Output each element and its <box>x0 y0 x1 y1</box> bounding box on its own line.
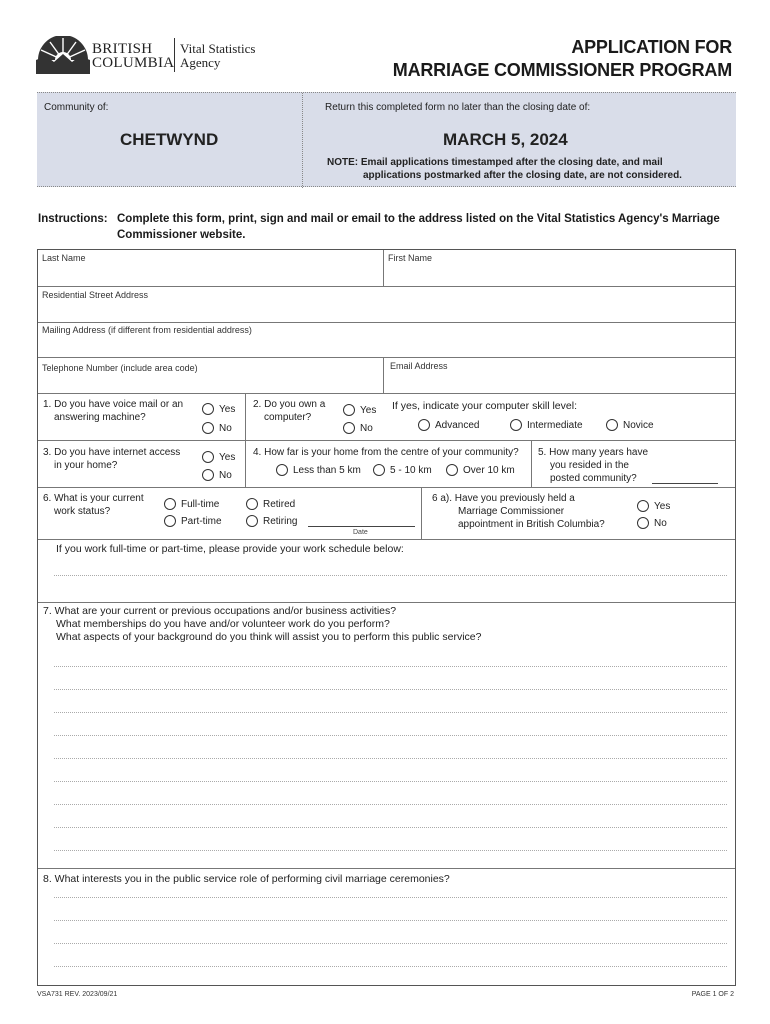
q1-no-option[interactable]: No <box>202 422 232 434</box>
closing-label: Return this completed form no later than the closing date of: <box>325 102 591 113</box>
work-schedule-label: If you work full-time or part-time, please provide your work schedule below: <box>56 543 404 555</box>
work-retired-option[interactable]: Retired <box>246 498 295 510</box>
q7-question: 7. What are your current or previous occupations and/or business activities? What memberships do you have and/or volunteer work do you perform? What aspects of your background do you think will assist you to perform this public service? <box>43 605 482 643</box>
q2-skill-label: If yes, indicate your computer skill level: <box>392 400 577 412</box>
work-schedule-line[interactable] <box>54 575 727 576</box>
radio-icon[interactable] <box>202 451 214 463</box>
title-line2: MARRIAGE COMMISSIONER PROGRAM <box>392 60 732 80</box>
retiring-date-label: Date <box>353 529 368 536</box>
q7-answer-line[interactable] <box>54 827 727 828</box>
q2-question: 2. Do you own a computer? <box>253 399 326 423</box>
radio-icon[interactable] <box>510 419 522 431</box>
instructions-key: Instructions: <box>38 213 108 225</box>
last-name-label: Last Name <box>42 253 86 263</box>
q1-yes-option[interactable]: Yes <box>202 403 235 415</box>
q4-question: 4. How far is your home from the centre of your community? <box>253 447 519 458</box>
distance-over-10km-option[interactable]: Over 10 km <box>446 464 515 476</box>
bc-logo <box>36 36 256 80</box>
agency-name-line2: Agency <box>180 55 221 70</box>
application-form <box>37 249 736 986</box>
q7-answer-line[interactable] <box>54 804 727 805</box>
residential-address-label: Residential Street Address <box>42 290 149 300</box>
radio-icon[interactable] <box>202 422 214 434</box>
telephone-label: Telephone Number (include area code) <box>42 363 198 373</box>
q5-question: 5. How many years have you resided in the posted community? <box>538 447 649 484</box>
retiring-date-field[interactable] <box>308 526 415 527</box>
q6a-no-option[interactable]: No <box>637 517 667 529</box>
email-label: Email Address <box>390 361 448 371</box>
q8-answer-line[interactable] <box>54 943 727 944</box>
mailing-address-label: Mailing Address (if different from residential address) <box>42 325 252 335</box>
q7-answer-line[interactable] <box>54 781 727 782</box>
first-name-label: First Name <box>388 253 433 263</box>
q1-question: 1. Do you have voice mail or an answering machine? <box>43 399 184 423</box>
q8-question: 8. What interests you in the public service role of performing civil marriage ceremonies? <box>43 873 450 885</box>
radio-icon[interactable] <box>606 419 618 431</box>
radio-icon[interactable] <box>343 404 355 416</box>
radio-icon[interactable] <box>446 464 458 476</box>
work-fulltime-option[interactable]: Full-time <box>164 498 219 510</box>
community-label: Community of: <box>44 102 109 113</box>
work-parttime-option[interactable]: Part-time <box>164 515 222 527</box>
header-box <box>37 92 736 187</box>
q8-answer-line[interactable] <box>54 920 727 921</box>
radio-icon[interactable] <box>343 422 355 434</box>
radio-icon[interactable] <box>246 515 258 527</box>
agency-name-line1: Vital Statistics <box>180 41 256 56</box>
bc-line1: BRITISH <box>92 41 153 57</box>
skill-advanced-option[interactable]: Advanced <box>418 419 479 431</box>
distance-less-5km-option[interactable]: Less than 5 km <box>276 464 361 476</box>
q7-answer-line[interactable] <box>54 712 727 713</box>
radio-icon[interactable] <box>246 498 258 510</box>
q7-answer-line[interactable] <box>54 735 727 736</box>
q7-answer-line[interactable] <box>54 689 727 690</box>
radio-icon[interactable] <box>373 464 385 476</box>
years-resided-field[interactable] <box>652 483 718 484</box>
q3-no-option[interactable]: No <box>202 469 232 481</box>
q6a-yes-option[interactable]: Yes <box>637 500 670 512</box>
radio-icon[interactable] <box>164 515 176 527</box>
closing-note: NOTE: Email applications timestamped after the closing date, and mail applications postmarked after the closing date, are not considered. <box>327 157 682 181</box>
q7-answer-line[interactable] <box>54 850 727 851</box>
closing-date: MARCH 5, 2024 <box>443 130 568 149</box>
q6-question: 6. What is your current work status? <box>43 493 144 517</box>
radio-icon[interactable] <box>164 498 176 510</box>
q2-no-option[interactable]: No <box>343 422 373 434</box>
radio-icon[interactable] <box>418 419 430 431</box>
radio-icon[interactable] <box>202 403 214 415</box>
radio-icon[interactable] <box>202 469 214 481</box>
q2-yes-option[interactable]: Yes <box>343 404 376 416</box>
q3-question: 3. Do you have internet access in your home? <box>43 447 181 471</box>
logo-divider <box>174 38 175 72</box>
community-value: CHETWYND <box>120 130 219 149</box>
radio-icon[interactable] <box>637 517 649 529</box>
title-line1: APPLICATION FOR <box>571 37 732 57</box>
q8-answer-line[interactable] <box>54 966 727 967</box>
form-title <box>393 36 732 82</box>
bc-line2: COLUMBIA <box>92 55 175 71</box>
radio-icon[interactable] <box>637 500 649 512</box>
header-divider <box>302 93 303 188</box>
page-number: PAGE 1 OF 2 <box>691 991 734 998</box>
radio-icon[interactable] <box>276 464 288 476</box>
distance-5-10km-option[interactable]: 5 - 10 km <box>373 464 432 476</box>
q7-answer-line[interactable] <box>54 758 727 759</box>
q8-answer-line[interactable] <box>54 897 727 898</box>
q7-answer-line[interactable] <box>54 666 727 667</box>
skill-intermediate-option[interactable]: Intermediate <box>510 419 583 431</box>
q3-yes-option[interactable]: Yes <box>202 451 235 463</box>
form-number: VSA731 REV. 2023/09/21 <box>37 991 118 998</box>
q6a-question: 6 a). Have you previously held a Marriage Commissioner appointment in British Columbia? <box>432 493 605 530</box>
instructions-text: Complete this form, print, sign and mail or email to the address listed on the Vital Statistics Agency's Marriage Commissioner website. <box>117 213 720 241</box>
bc-sun-logo-icon <box>36 36 90 74</box>
skill-novice-option[interactable]: Novice <box>606 419 654 431</box>
work-retiring-option[interactable]: Retiring <box>246 515 297 527</box>
